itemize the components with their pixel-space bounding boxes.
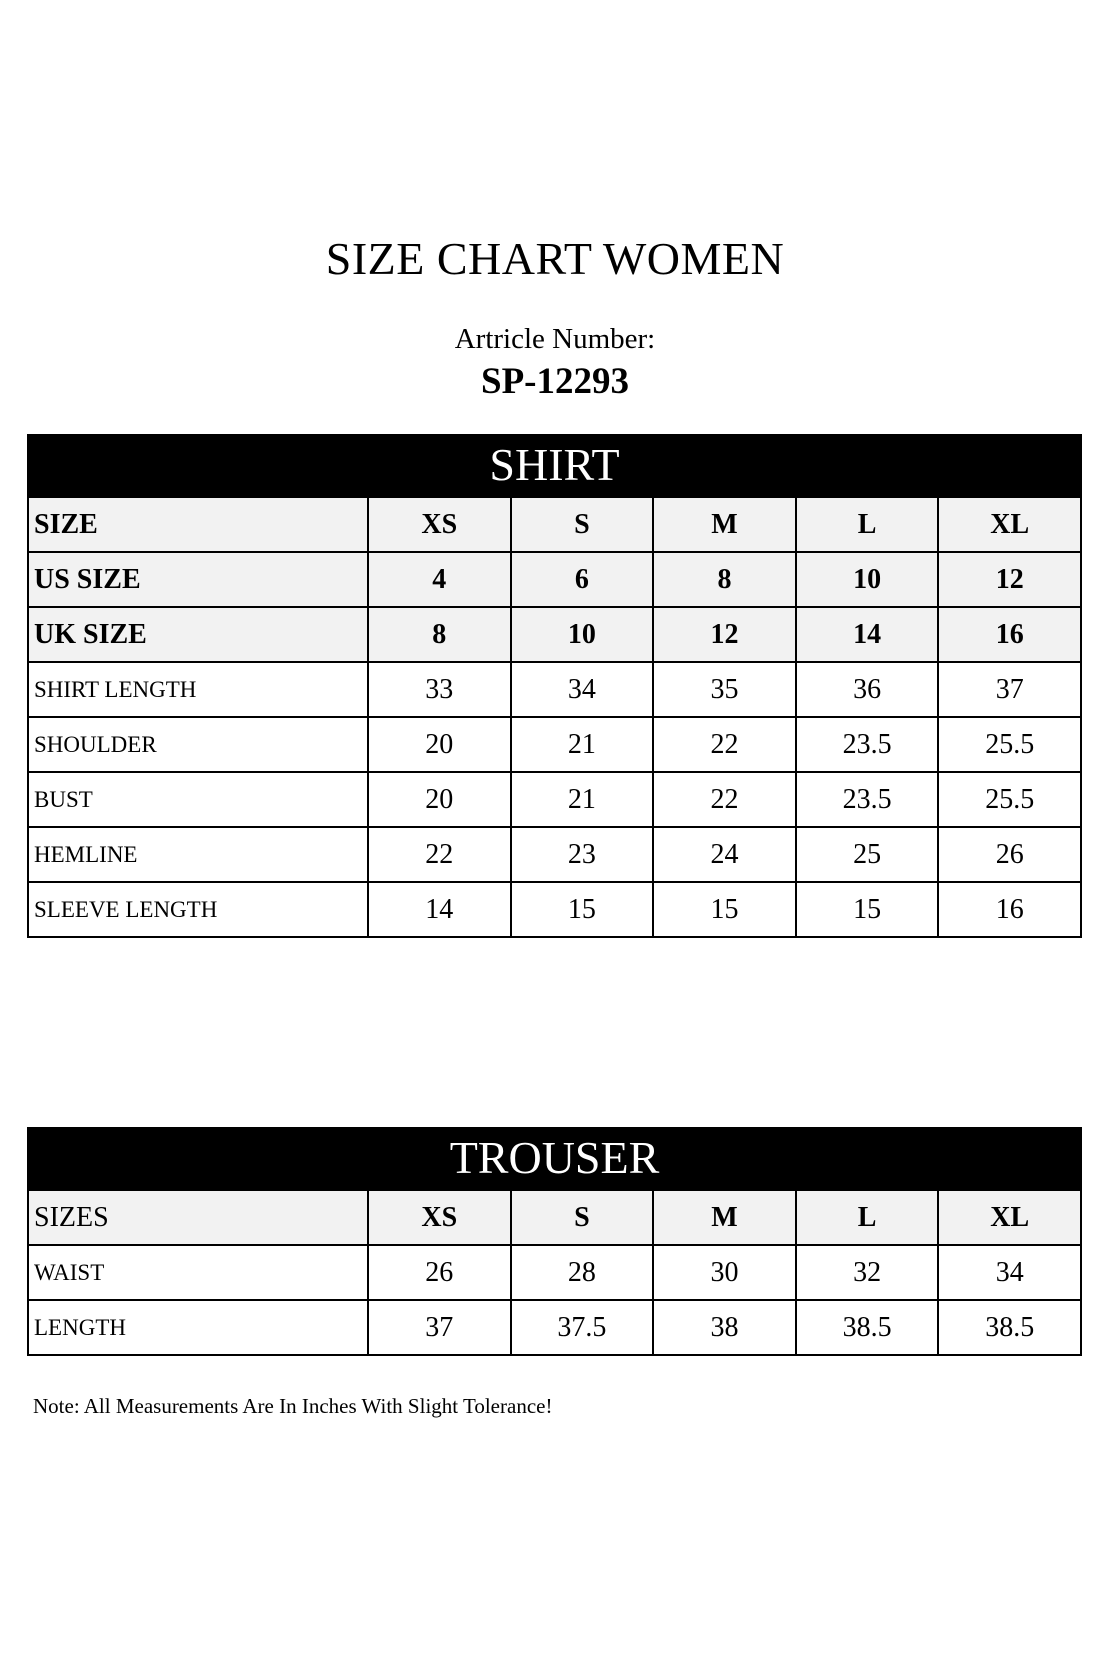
table-cell: 21 bbox=[511, 772, 654, 827]
table-cell: S bbox=[511, 1190, 654, 1245]
table-cell: 23 bbox=[511, 827, 654, 882]
shirt-table-heading: SHIRT bbox=[27, 434, 1082, 496]
measurement-note: Note: All Measurements Are In Inches With Slight Tolerance! bbox=[33, 1394, 553, 1418]
trouser-header-row bbox=[28, 1190, 1081, 1245]
shirt-measure-row bbox=[28, 717, 1081, 772]
table-cell: 16 bbox=[938, 607, 1081, 662]
table-cell: XL bbox=[938, 1190, 1081, 1245]
row-label: HEMLINE bbox=[28, 827, 368, 882]
table-cell: 10 bbox=[796, 552, 939, 607]
table-cell: L bbox=[796, 497, 939, 552]
shirt-measure-row bbox=[28, 662, 1081, 717]
table-cell: 10 bbox=[511, 607, 654, 662]
row-label: US SIZE bbox=[28, 552, 368, 607]
shirt-header-row bbox=[28, 607, 1081, 662]
row-label: SIZE bbox=[28, 497, 368, 552]
table-cell: 22 bbox=[653, 717, 796, 772]
table-cell: 37 bbox=[938, 662, 1081, 717]
table-cell: 32 bbox=[796, 1245, 939, 1300]
table-cell: 33 bbox=[368, 662, 511, 717]
table-cell: L bbox=[796, 1190, 939, 1245]
table-cell: 22 bbox=[653, 772, 796, 827]
table-cell: 14 bbox=[796, 607, 939, 662]
trouser-grid bbox=[27, 1189, 1082, 1356]
table-cell: 38.5 bbox=[796, 1300, 939, 1355]
table-cell: 26 bbox=[938, 827, 1081, 882]
table-cell: 37 bbox=[368, 1300, 511, 1355]
table-cell: XL bbox=[938, 497, 1081, 552]
table-cell: 12 bbox=[938, 552, 1081, 607]
table-cell: 8 bbox=[368, 607, 511, 662]
trouser-table-heading: TROUSER bbox=[27, 1127, 1082, 1189]
table-cell: 21 bbox=[511, 717, 654, 772]
table-cell: M bbox=[653, 497, 796, 552]
table-cell: 24 bbox=[653, 827, 796, 882]
table-cell: 20 bbox=[368, 717, 511, 772]
row-label: SIZES bbox=[28, 1190, 368, 1245]
row-label: UK SIZE bbox=[28, 607, 368, 662]
trouser-measure-row bbox=[28, 1245, 1081, 1300]
table-cell: 28 bbox=[511, 1245, 654, 1300]
table-cell: 34 bbox=[511, 662, 654, 717]
table-cell: 38 bbox=[653, 1300, 796, 1355]
row-label: WAIST bbox=[28, 1245, 368, 1300]
row-label: LENGTH bbox=[28, 1300, 368, 1355]
row-label: SLEEVE LENGTH bbox=[28, 882, 368, 937]
table-cell: 23.5 bbox=[796, 772, 939, 827]
table-cell: XS bbox=[368, 1190, 511, 1245]
table-cell: 25.5 bbox=[938, 717, 1081, 772]
table-cell: 6 bbox=[511, 552, 654, 607]
table-cell: 34 bbox=[938, 1245, 1081, 1300]
table-cell: 38.5 bbox=[938, 1300, 1081, 1355]
table-cell: 20 bbox=[368, 772, 511, 827]
table-cell: M bbox=[653, 1190, 796, 1245]
table-cell: 4 bbox=[368, 552, 511, 607]
shirt-header-row bbox=[28, 497, 1081, 552]
shirt-size-table bbox=[27, 434, 1082, 938]
table-cell: 15 bbox=[511, 882, 654, 937]
table-cell: 26 bbox=[368, 1245, 511, 1300]
shirt-measure-row bbox=[28, 882, 1081, 937]
table-cell: 36 bbox=[796, 662, 939, 717]
trouser-size-table bbox=[27, 1127, 1082, 1356]
table-cell: 37.5 bbox=[511, 1300, 654, 1355]
table-cell: XS bbox=[368, 497, 511, 552]
table-cell: 14 bbox=[368, 882, 511, 937]
row-label: SHIRT LENGTH bbox=[28, 662, 368, 717]
table-cell: 30 bbox=[653, 1245, 796, 1300]
page-title: SIZE CHART WOMEN bbox=[325, 233, 785, 284]
table-cell: 35 bbox=[653, 662, 796, 717]
table-cell: 15 bbox=[653, 882, 796, 937]
article-number: SP-12293 bbox=[481, 361, 629, 402]
table-cell: 12 bbox=[653, 607, 796, 662]
row-label: BUST bbox=[28, 772, 368, 827]
table-cell: 25.5 bbox=[938, 772, 1081, 827]
table-cell: 22 bbox=[368, 827, 511, 882]
shirt-header-row bbox=[28, 552, 1081, 607]
row-label: SHOULDER bbox=[28, 717, 368, 772]
trouser-measure-row bbox=[28, 1300, 1081, 1355]
shirt-grid bbox=[27, 496, 1082, 938]
table-cell: 8 bbox=[653, 552, 796, 607]
shirt-measure-row bbox=[28, 827, 1081, 882]
article-number-label: Artricle Number: bbox=[454, 323, 656, 355]
table-cell: S bbox=[511, 497, 654, 552]
table-cell: 23.5 bbox=[796, 717, 939, 772]
shirt-measure-row bbox=[28, 772, 1081, 827]
table-cell: 15 bbox=[796, 882, 939, 937]
table-cell: 25 bbox=[796, 827, 939, 882]
table-cell: 16 bbox=[938, 882, 1081, 937]
